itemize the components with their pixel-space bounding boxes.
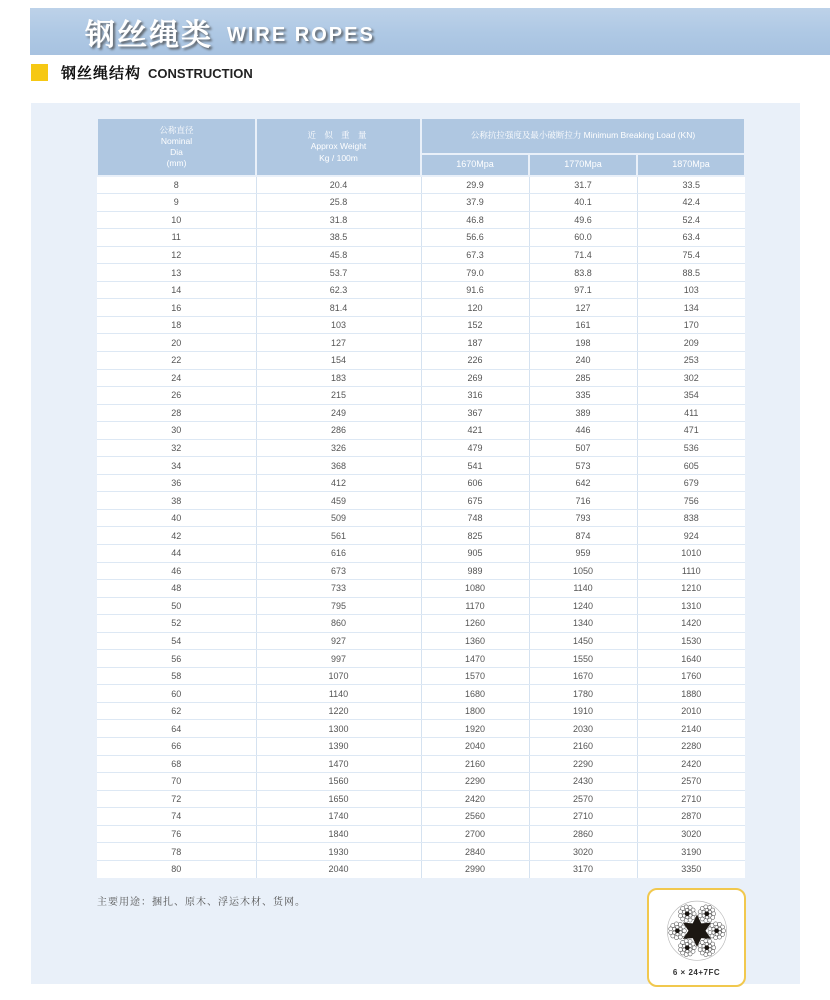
dia-cell: 54 [97, 632, 256, 650]
mbl-1870-cell: 1530 [637, 632, 745, 650]
mbl-1770-cell: 2860 [529, 825, 637, 843]
weight-cell: 286 [256, 422, 421, 440]
mbl-1870-cell: 3350 [637, 860, 745, 878]
dia-cell: 24 [97, 369, 256, 387]
mbl-1870-cell: 3020 [637, 825, 745, 843]
dia-cell: 14 [97, 281, 256, 299]
weight-cell: 103 [256, 316, 421, 334]
col-header-diameter [97, 118, 256, 176]
mbl-1870-cell: 209 [637, 334, 745, 352]
table-row [97, 667, 745, 685]
table-row [97, 316, 745, 334]
mbl-1670-cell: 226 [421, 351, 529, 369]
diameter-header-en3: (mm) [166, 158, 187, 169]
mbl-1670-cell: 46.8 [421, 211, 529, 229]
mbl-1770-cell: 2710 [529, 808, 637, 826]
dia-cell: 72 [97, 790, 256, 808]
table-row [97, 562, 745, 580]
mbl-1770-cell: 335 [529, 387, 637, 405]
dia-cell: 18 [97, 316, 256, 334]
dia-cell: 56 [97, 650, 256, 668]
mbl-1770-cell: 3170 [529, 860, 637, 878]
mbl-1770-cell: 1550 [529, 650, 637, 668]
table-row [97, 615, 745, 633]
weight-cell: 673 [256, 562, 421, 580]
table-row [97, 720, 745, 738]
weight-cell: 1560 [256, 773, 421, 791]
table-row [97, 790, 745, 808]
mbl-1670-cell: 1080 [421, 580, 529, 598]
mbl-1870-cell: 75.4 [637, 246, 745, 264]
dia-cell: 52 [97, 615, 256, 633]
mbl-1670-cell: 152 [421, 316, 529, 334]
mbl-1770-cell: 285 [529, 369, 637, 387]
mbl-1870-cell: 63.4 [637, 229, 745, 247]
weight-cell: 1220 [256, 702, 421, 720]
mbl-1770-cell: 40.1 [529, 194, 637, 212]
weight-cell: 62.3 [256, 281, 421, 299]
dia-cell: 11 [97, 229, 256, 247]
mbl-1770-cell: 97.1 [529, 281, 637, 299]
dia-cell: 76 [97, 825, 256, 843]
table-row [97, 702, 745, 720]
weight-cell: 154 [256, 351, 421, 369]
mbl-1770-cell: 1240 [529, 597, 637, 615]
dia-cell: 46 [97, 562, 256, 580]
mbl-1670-cell: 541 [421, 457, 529, 475]
dia-cell: 10 [97, 211, 256, 229]
table-row [97, 299, 745, 317]
mbl-1870-cell: 134 [637, 299, 745, 317]
weight-cell: 326 [256, 439, 421, 457]
weight-cell: 127 [256, 334, 421, 352]
dia-cell: 66 [97, 738, 256, 756]
table-row [97, 755, 745, 773]
weight-cell: 509 [256, 509, 421, 527]
mbl-1670-cell: 2420 [421, 790, 529, 808]
mbl-1670-cell: 905 [421, 544, 529, 562]
mbl-1670-cell: 120 [421, 299, 529, 317]
weight-cell: 1740 [256, 808, 421, 826]
wire-rope-spec-table [96, 117, 746, 878]
mbl-1770-cell: 240 [529, 351, 637, 369]
weight-cell: 249 [256, 404, 421, 422]
mbl-1770-cell: 49.6 [529, 211, 637, 229]
weight-cell: 368 [256, 457, 421, 475]
mbl-1870-cell: 2870 [637, 808, 745, 826]
dia-cell: 30 [97, 422, 256, 440]
table-row [97, 685, 745, 703]
mbl-1870-cell: 1880 [637, 685, 745, 703]
mbl-1670-cell: 187 [421, 334, 529, 352]
diameter-header-en1: Nominal [160, 135, 193, 146]
yellow-bullet-icon [31, 64, 48, 81]
weight-cell: 38.5 [256, 229, 421, 247]
mbl-1670-cell: 269 [421, 369, 529, 387]
mbl-1670-cell: 1470 [421, 650, 529, 668]
mbl-1770-cell: 198 [529, 334, 637, 352]
dia-cell: 70 [97, 773, 256, 791]
mbl-1770-cell: 874 [529, 527, 637, 545]
table-row [97, 527, 745, 545]
table-row [97, 825, 745, 843]
mbl-1670-cell: 37.9 [421, 194, 529, 212]
col-header-weight [256, 118, 421, 176]
mbl-1670-cell: 748 [421, 509, 529, 527]
mbl-1670-cell: 1800 [421, 702, 529, 720]
weight-cell: 25.8 [256, 194, 421, 212]
mbl-1770-cell: 642 [529, 474, 637, 492]
dia-cell: 58 [97, 667, 256, 685]
mbl-1870-cell: 411 [637, 404, 745, 422]
table-header [97, 118, 745, 176]
mbl-1670-cell: 2560 [421, 808, 529, 826]
mbl-1670-cell: 56.6 [421, 229, 529, 247]
mbl-1670-cell: 316 [421, 387, 529, 405]
dia-cell: 9 [97, 194, 256, 212]
section-title-english: CONSTRUCTION [148, 65, 253, 81]
table-body [97, 176, 745, 878]
weight-cell: 1300 [256, 720, 421, 738]
table-row [97, 211, 745, 229]
table-row [97, 632, 745, 650]
table-row [97, 509, 745, 527]
mbl-1670-cell: 91.6 [421, 281, 529, 299]
table-row [97, 229, 745, 247]
dia-cell: 50 [97, 597, 256, 615]
mbl-1870-cell: 1010 [637, 544, 745, 562]
dia-cell: 12 [97, 246, 256, 264]
mbl-1670-cell: 1570 [421, 667, 529, 685]
weight-header-cn: 近 似 重 量 [307, 130, 370, 141]
weight-cell: 1140 [256, 685, 421, 703]
mbl-1870-cell: 302 [637, 369, 745, 387]
mbl-1670-cell: 29.9 [421, 176, 529, 194]
table-row [97, 334, 745, 352]
dia-cell: 8 [97, 176, 256, 194]
table-row [97, 264, 745, 282]
weight-cell: 733 [256, 580, 421, 598]
table-row [97, 474, 745, 492]
page-title-bar [30, 8, 830, 55]
weight-cell: 997 [256, 650, 421, 668]
mbl-1870-cell: 33.5 [637, 176, 745, 194]
mbl-1770-cell: 1670 [529, 667, 637, 685]
mbl-1670-cell: 2040 [421, 738, 529, 756]
mbl-1870-cell: 3190 [637, 843, 745, 861]
mbl-1870-cell: 605 [637, 457, 745, 475]
mbl-1870-cell: 679 [637, 474, 745, 492]
mbl-1770-cell: 1050 [529, 562, 637, 580]
weight-cell: 31.8 [256, 211, 421, 229]
weight-cell: 1470 [256, 755, 421, 773]
mbl-1870-cell: 88.5 [637, 264, 745, 282]
mbl-1770-cell: 127 [529, 299, 637, 317]
table-row [97, 843, 745, 861]
mbl-1870-cell: 924 [637, 527, 745, 545]
mbl-1670-cell: 1260 [421, 615, 529, 633]
weight-cell: 459 [256, 492, 421, 510]
mbl-1770-cell: 3020 [529, 843, 637, 861]
weight-cell: 1390 [256, 738, 421, 756]
dia-cell: 42 [97, 527, 256, 545]
table-row [97, 351, 745, 369]
col-header-grade-1770: 1770Mpa [529, 154, 637, 176]
mbl-1670-cell: 606 [421, 474, 529, 492]
table-row [97, 194, 745, 212]
mbl-1770-cell: 2430 [529, 773, 637, 791]
weight-cell: 795 [256, 597, 421, 615]
mbl-1770-cell: 2160 [529, 738, 637, 756]
table-row [97, 544, 745, 562]
table-row [97, 492, 745, 510]
diameter-header-en2: Dia [170, 147, 183, 157]
mbl-1870-cell: 471 [637, 422, 745, 440]
dia-cell: 80 [97, 860, 256, 878]
rope-construction-label: 6 × 24+7FC [672, 968, 721, 977]
table-row [97, 597, 745, 615]
mbl-1870-cell: 253 [637, 351, 745, 369]
weight-cell: 1070 [256, 667, 421, 685]
mbl-1770-cell: 31.7 [529, 176, 637, 194]
mbl-1770-cell: 71.4 [529, 246, 637, 264]
mbl-1870-cell: 1640 [637, 650, 745, 668]
mbl-1670-cell: 675 [421, 492, 529, 510]
weight-cell: 20.4 [256, 176, 421, 194]
dia-cell: 36 [97, 474, 256, 492]
mbl-1870-cell: 170 [637, 316, 745, 334]
rope-construction-card [647, 888, 746, 987]
mbl-1670-cell: 1680 [421, 685, 529, 703]
rope-cross-section-icon [660, 893, 734, 967]
mbl-1770-cell: 446 [529, 422, 637, 440]
mbl-1770-cell: 793 [529, 509, 637, 527]
mbl-1870-cell: 1760 [637, 667, 745, 685]
weight-cell: 53.7 [256, 264, 421, 282]
weight-cell: 412 [256, 474, 421, 492]
weight-cell: 860 [256, 615, 421, 633]
mbl-1870-cell: 103 [637, 281, 745, 299]
mbl-1770-cell: 507 [529, 439, 637, 457]
mbl-1670-cell: 2840 [421, 843, 529, 861]
dia-cell: 40 [97, 509, 256, 527]
weight-header-en1: Approx Weight [310, 141, 367, 152]
table-row [97, 246, 745, 264]
table-row [97, 738, 745, 756]
mbl-1870-cell: 2280 [637, 738, 745, 756]
mbl-1770-cell: 2570 [529, 790, 637, 808]
weight-cell: 81.4 [256, 299, 421, 317]
weight-cell: 45.8 [256, 246, 421, 264]
mbl-1670-cell: 1170 [421, 597, 529, 615]
mbl-1870-cell: 354 [637, 387, 745, 405]
mbl-1870-cell: 756 [637, 492, 745, 510]
dia-cell: 13 [97, 264, 256, 282]
weight-cell: 215 [256, 387, 421, 405]
weight-cell: 2040 [256, 860, 421, 878]
table-row [97, 439, 745, 457]
mbl-1770-cell: 2030 [529, 720, 637, 738]
table-row [97, 404, 745, 422]
mbl-1770-cell: 1450 [529, 632, 637, 650]
table-row [97, 457, 745, 475]
dia-cell: 34 [97, 457, 256, 475]
mbl-1770-cell: 1140 [529, 580, 637, 598]
mbl-1870-cell: 2710 [637, 790, 745, 808]
mbl-1670-cell: 2700 [421, 825, 529, 843]
dia-cell: 60 [97, 685, 256, 703]
dia-cell: 26 [97, 387, 256, 405]
page-title-chinese: 钢丝绳类 [85, 18, 213, 52]
dia-cell: 28 [97, 404, 256, 422]
mbl-1870-cell: 838 [637, 509, 745, 527]
mbl-1770-cell: 60.0 [529, 229, 637, 247]
dia-cell: 74 [97, 808, 256, 826]
dia-cell: 22 [97, 351, 256, 369]
mbl-1870-cell: 1210 [637, 580, 745, 598]
mbl-1670-cell: 1920 [421, 720, 529, 738]
mbl-1770-cell: 716 [529, 492, 637, 510]
mbl-1870-cell: 1420 [637, 615, 745, 633]
table-row [97, 176, 745, 194]
mbl-1670-cell: 2990 [421, 860, 529, 878]
mbl-1870-cell: 2570 [637, 773, 745, 791]
weight-cell: 1840 [256, 825, 421, 843]
table-row [97, 808, 745, 826]
mbl-1870-cell: 42.4 [637, 194, 745, 212]
main-uses-note: 主要用途：捆扎、原木、浮运木材、货网。 [97, 897, 306, 908]
table-row [97, 650, 745, 668]
mbl-1870-cell: 1310 [637, 597, 745, 615]
mbl-1670-cell: 825 [421, 527, 529, 545]
mbl-1670-cell: 479 [421, 439, 529, 457]
table-row [97, 580, 745, 598]
mbl-1770-cell: 1910 [529, 702, 637, 720]
mbl-1770-cell: 573 [529, 457, 637, 475]
mbl-1870-cell: 52.4 [637, 211, 745, 229]
mbl-1770-cell: 161 [529, 316, 637, 334]
table-row [97, 773, 745, 791]
weight-cell: 1930 [256, 843, 421, 861]
mbl-1870-cell: 2140 [637, 720, 745, 738]
dia-cell: 78 [97, 843, 256, 861]
table-row [97, 387, 745, 405]
col-header-grade-1670: 1670Mpa [421, 154, 529, 176]
mbl-1870-cell: 536 [637, 439, 745, 457]
dia-cell: 20 [97, 334, 256, 352]
dia-cell: 44 [97, 544, 256, 562]
dia-cell: 16 [97, 299, 256, 317]
mbl-1670-cell: 67.3 [421, 246, 529, 264]
weight-header-en2: Kg / 100m [319, 152, 358, 163]
page-title-english: WIRE ROPES [227, 24, 375, 46]
mbl-1670-cell: 2290 [421, 773, 529, 791]
mbl-1770-cell: 1340 [529, 615, 637, 633]
mbl-1670-cell: 79.0 [421, 264, 529, 282]
table-row [97, 281, 745, 299]
mbl-1870-cell: 2420 [637, 755, 745, 773]
mbl-1670-cell: 367 [421, 404, 529, 422]
mbl-1770-cell: 1780 [529, 685, 637, 703]
mbl-1670-cell: 2160 [421, 755, 529, 773]
mbl-1770-cell: 83.8 [529, 264, 637, 282]
section-title-chinese: 钢丝绳结构 [61, 64, 142, 82]
mbl-1670-cell: 989 [421, 562, 529, 580]
section-heading [31, 62, 253, 82]
weight-cell: 183 [256, 369, 421, 387]
col-header-grade-1870: 1870Mpa [637, 154, 745, 176]
dia-cell: 62 [97, 702, 256, 720]
mbl-1770-cell: 959 [529, 544, 637, 562]
mbl-1670-cell: 1360 [421, 632, 529, 650]
mbl-1870-cell: 1110 [637, 562, 745, 580]
table-row [97, 860, 745, 878]
weight-cell: 927 [256, 632, 421, 650]
weight-cell: 616 [256, 544, 421, 562]
dia-cell: 38 [97, 492, 256, 510]
mbl-1670-cell: 421 [421, 422, 529, 440]
table-row [97, 422, 745, 440]
dia-cell: 68 [97, 755, 256, 773]
dia-cell: 64 [97, 720, 256, 738]
dia-cell: 32 [97, 439, 256, 457]
weight-cell: 1650 [256, 790, 421, 808]
weight-cell: 561 [256, 527, 421, 545]
mbl-1770-cell: 2290 [529, 755, 637, 773]
dia-cell: 48 [97, 580, 256, 598]
mbl-1770-cell: 389 [529, 404, 637, 422]
diameter-header-cn: 公称直径 [159, 124, 194, 135]
table-row [97, 369, 745, 387]
mbl-1870-cell: 2010 [637, 702, 745, 720]
col-header-breaking-load-group: 公称抗拉强度及最小破断拉力 Minimum Breaking Load (KN) [421, 118, 745, 154]
